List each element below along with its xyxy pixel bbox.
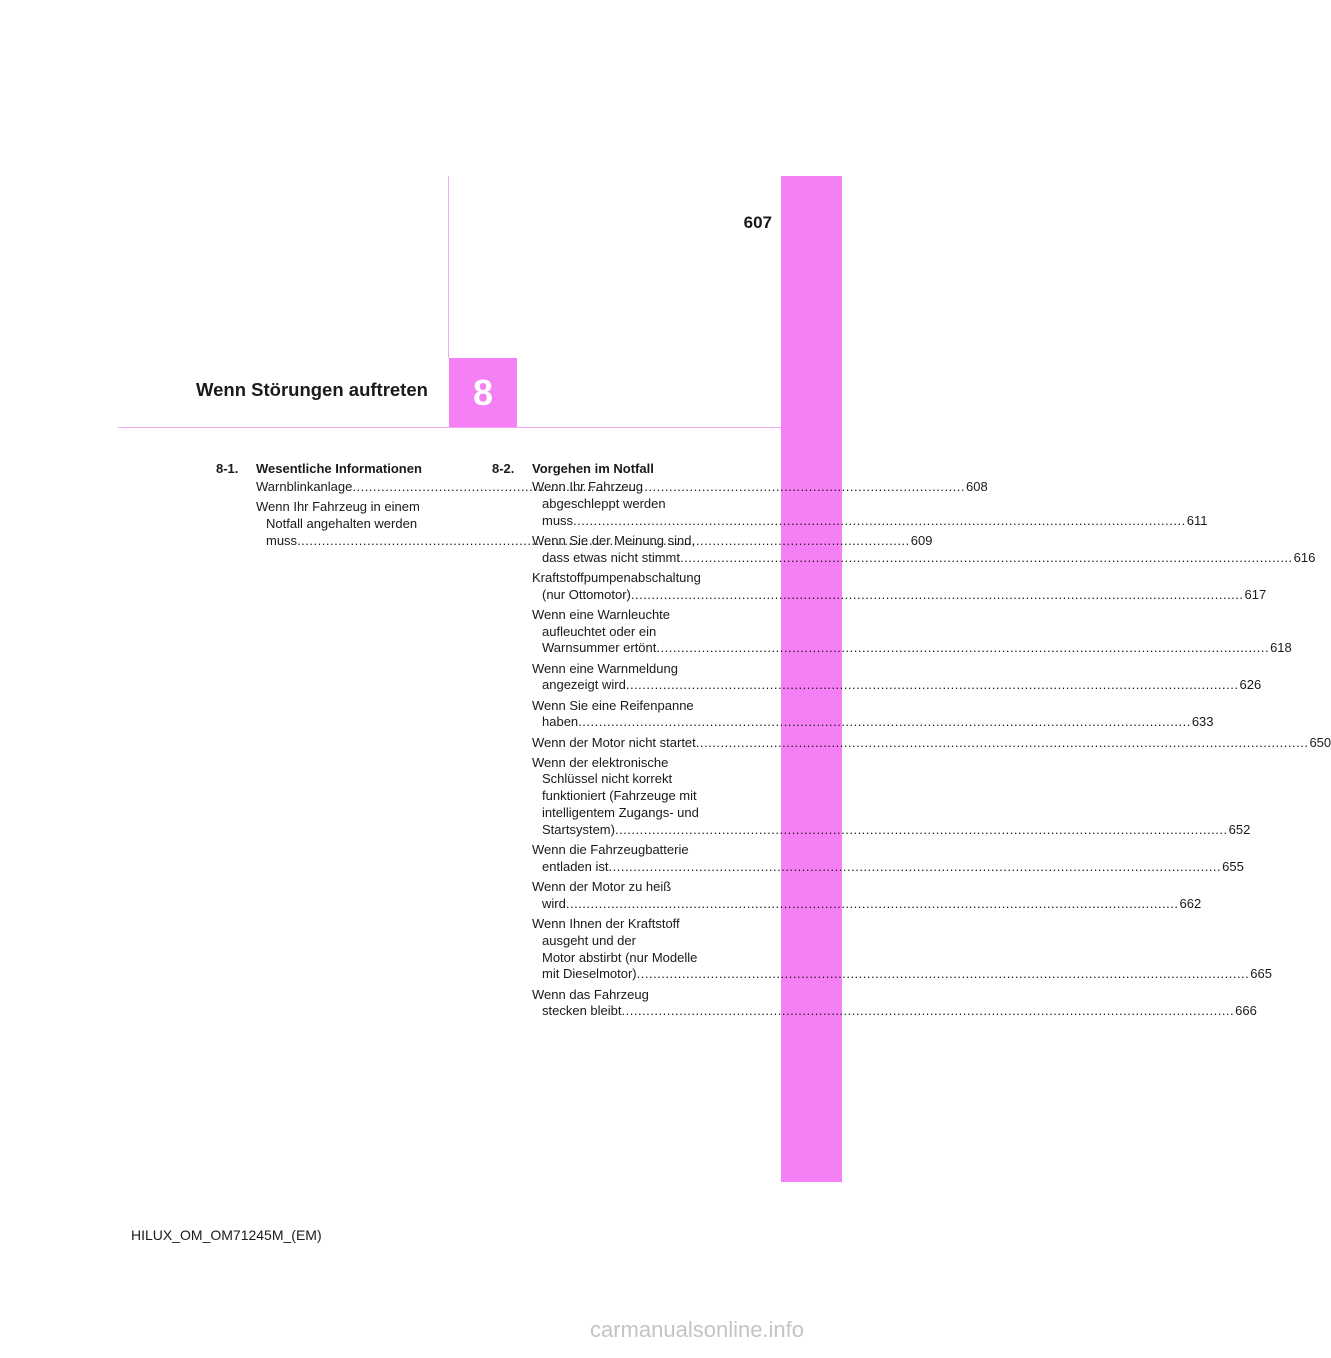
toc-entry-text: Notfall angehalten werden [266,515,418,531]
toc-entry[interactable] [532,734,1331,752]
toc-entry-text: aufleuchtet oder ein [542,623,657,639]
vertical-rule [448,176,449,358]
toc-page-number: 655 [1222,858,1244,874]
toc-page-number: 626 [1239,677,1262,693]
toc-page-number: 609 [910,532,933,548]
section-title: Vorgehen im Notfall [532,461,654,476]
toc-page-number: 633 [1191,714,1214,730]
toc-page-number: 665 [1250,966,1272,982]
toc-entry-text: Wenn der elektronische [532,754,669,770]
dot-leader [609,859,1222,874]
dot-leader [573,513,1186,528]
toc-entry-text: Wenn der Motor nicht startet [532,734,696,750]
dot-leader [615,822,1228,837]
section-number: 8-2. [492,461,515,476]
toc-entry[interactable] [532,660,1262,695]
toc-entry[interactable] [532,754,1251,839]
toc-entry-text: stecken bleibt [542,1003,622,1019]
section-heading [216,461,466,476]
toc-entry-text: abgeschleppt werden [542,495,666,511]
dot-leader [656,640,1269,655]
toc-entry[interactable] [532,606,1292,657]
page-number: 607 [743,213,772,232]
toc-entry-text: wird [542,895,566,911]
toc-entry-text: ausgeht und der [542,932,636,948]
toc-entry-text: Wenn das Fahrzeug [532,986,649,1002]
dot-leader [637,966,1250,981]
toc-page-number: 617 [1244,586,1267,602]
toc-entry-text: Motor abstirbt (nur Modelle [542,949,698,965]
toc-entry[interactable] [532,986,1257,1021]
toc-entry-text: Wenn Sie der Meinung sind, [532,532,696,548]
dot-leader [626,677,1239,692]
toc-entry-text: Wenn die Fahrzeugbatterie [532,842,689,858]
section-title: Wesentliche Informationen [256,461,422,476]
toc-entry[interactable] [532,842,1244,876]
toc-entry-text: Wenn Sie eine Reifenpanne [532,697,694,713]
toc-page-number: 652 [1228,821,1251,837]
toc-entry[interactable] [532,569,1267,604]
toc-entry-text: Kraftstoffpumpenabschaltung [532,569,701,585]
toc-entry-text: Wenn Ihr Fahrzeug in einem [256,499,420,515]
toc-entry-text: Warnsummer ertönt [542,640,657,656]
dot-leader [622,1003,1235,1018]
toc-entry-text: funktioniert (Fahrzeuge mit [542,788,697,804]
toc-entry-text: muss [266,532,298,548]
dot-leader [578,714,1191,729]
toc-entry-text: mit Dieselmotor) [542,966,637,982]
toc-entry-text: Wenn der Motor zu heiß [532,879,672,895]
toc-page-number: 662 [1179,895,1202,911]
section-heading [492,461,740,476]
toc-page-number: 611 [1186,512,1208,528]
toc-entry-text: (nur Ottomotor) [542,586,631,602]
dot-leader [566,896,1179,911]
toc-entry-text: intelligentem Zugangs- und [542,805,699,821]
toc-entry-text: Warnblinkanlage [256,479,353,494]
watermark: carmanualsonline.info [590,1317,805,1342]
toc-page-number: 616 [1293,549,1316,565]
toc-page-number: 608 [966,479,988,494]
header-rule [118,427,781,428]
toc-entry[interactable] [532,879,1202,913]
dot-leader [696,735,1309,750]
toc-entry-text: dass etwas nicht stimmt [542,549,680,565]
toc-entry[interactable] [532,697,1214,732]
chapter-number-box [449,358,517,427]
dot-leader [631,587,1244,602]
toc-entry-text: entladen ist [542,858,609,874]
toc-entry-text: haben [542,714,579,730]
section-number: 8-1. [216,461,239,476]
document-footer: HILUX_OM_OM71245M_(EM) [131,1227,322,1243]
toc-entry-text: Wenn Ihnen der Kraftstoff [532,916,680,932]
dot-leader [680,550,1293,565]
toc-entry-text: angezeigt wird [542,677,626,693]
toc-page-number: 618 [1270,640,1292,656]
toc-entry-text: Wenn Ihr Fahrzeug [532,479,644,494]
toc-entry-text: Schlüssel nicht korrekt [542,771,673,787]
chapter-title: Wenn Störungen auftreten [196,379,428,400]
toc-entry[interactable] [532,916,1272,983]
toc-entry-text: Wenn eine Warnleuchte [532,606,671,622]
toc-entry-text: Wenn eine Warnmeldung [532,660,678,676]
chapter-number: 8 [472,371,494,413]
toc-page-number: 666 [1235,1003,1257,1019]
toc-page-number: 650 [1309,734,1331,750]
toc-entry-text: muss [542,512,574,528]
toc-entry-text: Startsystem) [542,821,615,837]
